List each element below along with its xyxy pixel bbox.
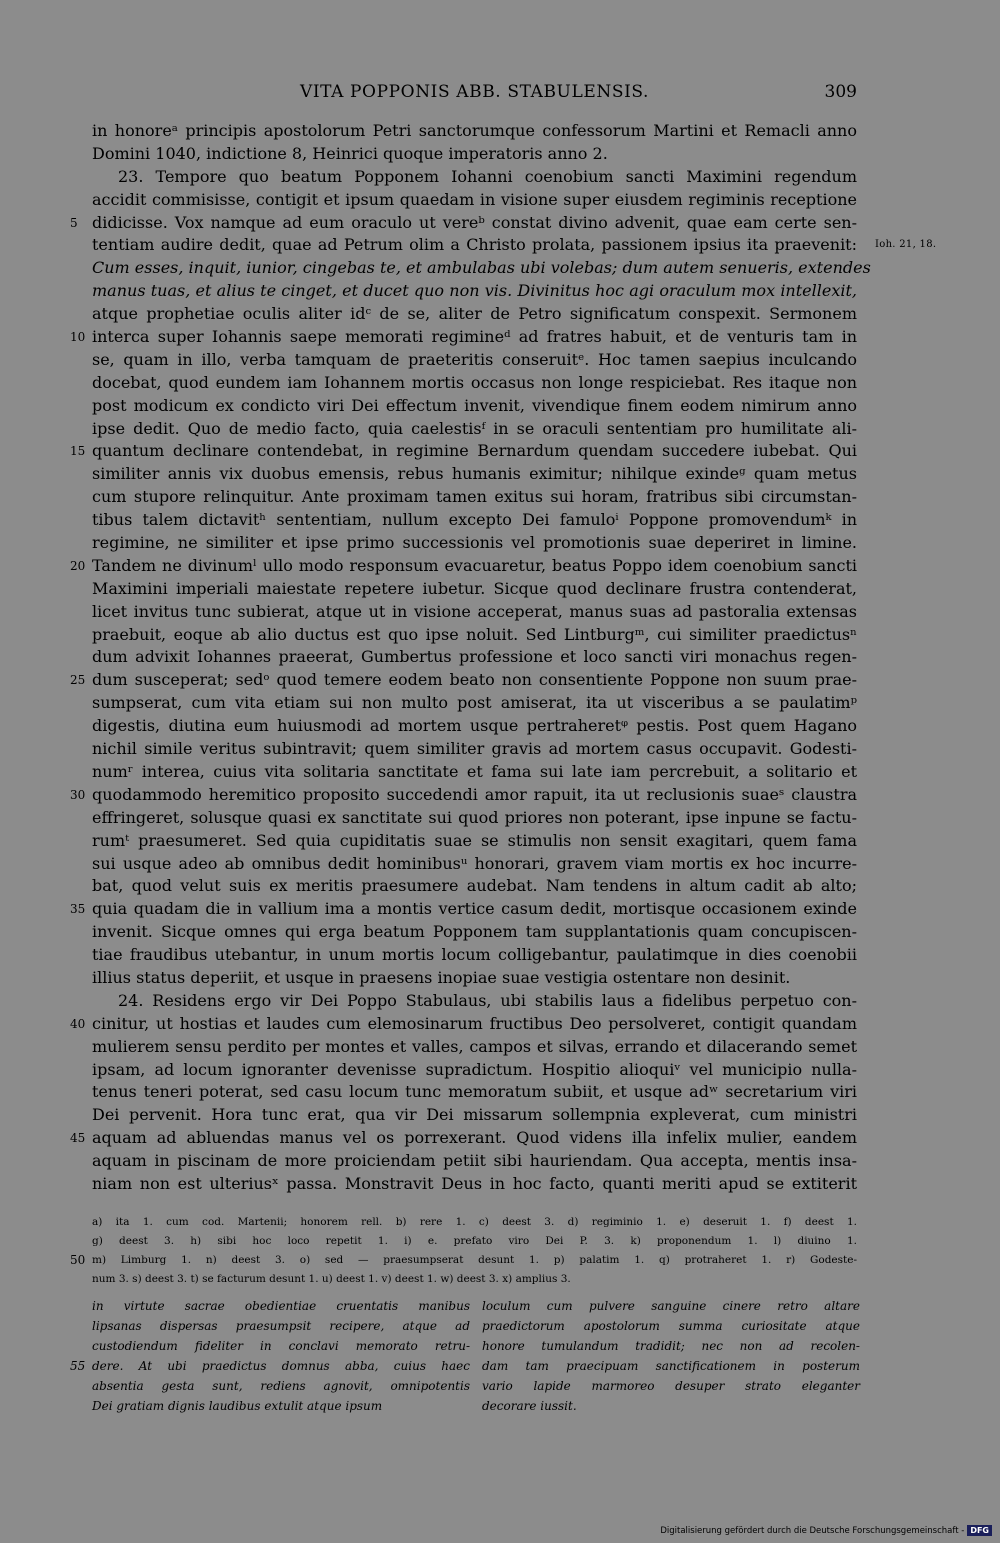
line-text: Domini 1040, indictione 8, Heinrici quoque imperatoris anno 2. <box>92 143 608 163</box>
text-line <box>92 234 937 257</box>
text-line <box>92 990 857 1013</box>
column-line <box>92 1396 470 1416</box>
line-number: 50 <box>70 1253 86 1267</box>
line-text: cinitur, ut hostias et laudes cum elemosinarum fructibus Deo persolveret, contigit quandam <box>92 1013 857 1033</box>
line-text: honore tumulandum tradidit; nec non ad recolen- <box>482 1339 860 1353</box>
text-line <box>70 555 857 578</box>
text-line <box>92 418 857 441</box>
line-text: quodammodo heremitico proposito succedendi amor rapuit, ita ut reclusionis suaeˢ claustra <box>92 784 857 804</box>
line-text: g) deest 3. h) sibi hoc loco repetit 1. i) e. prefato viro Dei P. 3. k) proponendum 1. l) diuino 1. <box>92 1235 857 1247</box>
line-text: a) ita 1. cum cod. Martenii; honorem rell. b) rere 1. c) deest 3. d) regiminio 1. e) deseruit 1. f) deest 1. <box>92 1216 857 1228</box>
text-line <box>92 875 857 898</box>
line-text: m) Limburg 1. n) deest 3. o) sed — praesumpserat desunt 1. p) palatim 1. q) protraheret 1. r) Godeste- <box>92 1254 857 1266</box>
line-text: in virtute sacrae obedientiae cruentatis manibus <box>92 1299 470 1313</box>
column-line <box>92 1316 470 1336</box>
text-line <box>92 280 857 303</box>
line-text: illius status deperiit, et usque in praesens inopiae suae vestigia ostentare non desinit. <box>92 967 791 987</box>
line-text: numʳ interea, cuius vita solitaria sanctitate et fama sui late iam percrebuit, a solitario et <box>92 761 857 781</box>
line-text: didicisse. Vox namque ad eum oraculo ut vereᵇ constat divino advenit, quae eam certe sen- <box>92 212 857 232</box>
line-text: aquam in piscinam de more proiciendam petiit sibi hauriendam. Qua accepta, mentis insa- <box>92 1151 857 1171</box>
text-line <box>92 532 857 555</box>
line-text: aquam ad abluendas manus vel os porrexerant. Quod videns illa infelix mulier, eandem <box>92 1128 857 1148</box>
digitization-credit <box>660 1525 992 1536</box>
line-text: atque prophetiae oculis aliter idᶜ de se, aliter de Petro significatum conspexit. Sermonem <box>92 304 857 324</box>
column-line <box>482 1396 860 1416</box>
line-text: sumpserat, cum vita etiam sui non multo post amiserat, ita ut visceribus a se paulatimᵖ <box>92 693 857 713</box>
text-line <box>92 1059 857 1082</box>
line-text: loculum cum pulvere sanguine cinere retro altare <box>482 1299 860 1313</box>
text-line <box>92 143 857 166</box>
line-number: 45 <box>70 1131 86 1146</box>
text-line <box>70 326 857 349</box>
text-line <box>92 807 857 830</box>
line-text: effringeret, solusque quasi ex sanctitate sui quod priores non poterant, ipse inpune se factu- <box>92 807 857 827</box>
line-text: ipse dedit. Quo de medio facto, quia caelestisᶠ in se oraculi sententiam pro humilitate ali- <box>92 418 857 438</box>
text-line <box>92 967 857 990</box>
line-text: se, quam in illo, verba tamquam de praeteritis conseruitᵉ. Hoc tamen saepius inculcando <box>92 349 857 369</box>
line-text: tiae fraudibus utebantur, in unum mortis locum colligebantur, paulatimque in dies coenobii <box>92 945 857 965</box>
text-line <box>92 486 857 509</box>
text-line <box>92 1081 857 1104</box>
line-text: similiter annis vix duobus emensis, rebus humanis eximitur; nihilque exindeᵍ quam metus <box>92 464 857 484</box>
line-text: sui usque adeo ab omnibus dedit hominibusᵘ honorari, gravem viam mortis ex hoc incurre- <box>92 853 857 873</box>
text-line <box>92 646 857 669</box>
line-text: rumᵗ praesumeret. Sed quia cupiditatis suae se stimulis non sensit exagitari, quem fama <box>92 830 857 850</box>
text-line <box>92 692 857 715</box>
line-text: ipsam, ad locum ignoranter devenisse supradictum. Hospitio alioquiᵛ vel municipio nulla- <box>92 1059 857 1079</box>
line-text: custodiendum fideliter in conclavi memorato retru- <box>92 1339 470 1353</box>
line-text: Dei gratiam dignis laudibus extulit atque ipsum <box>92 1399 383 1413</box>
text-line <box>92 257 871 280</box>
line-text: regimine, ne similiter et ipse primo successionis vel promotionis suae deperiret in limine. <box>92 533 857 553</box>
text-line <box>92 738 857 761</box>
text-line <box>92 349 857 372</box>
column-line <box>482 1356 860 1376</box>
line-text: tibus talem dictavitʰ sententiam, nullum excepto Dei famuloⁱ Poppone promovendumᵏ in <box>92 510 857 530</box>
line-text: Dei pervenit. Hora tunc erat, qua vir Dei missarum sollempnia expleverat, cum ministri <box>92 1105 857 1125</box>
footnote-column-left <box>70 1296 470 1416</box>
text-line <box>92 1036 857 1059</box>
text-line <box>92 395 857 418</box>
text-line <box>92 120 857 143</box>
line-text: digestis, diutina eum huiusmodi ad mortem usque pertraheretᵠ pestis. Post quem Hagano <box>92 716 857 736</box>
text-line <box>92 921 857 944</box>
credit-text: Digitalisierung gefördert durch die Deutsche Forschungsgemeinschaft - <box>660 1525 965 1536</box>
column-line <box>92 1336 470 1356</box>
column-line <box>92 1376 470 1396</box>
line-number: 30 <box>70 787 86 802</box>
text-line <box>92 761 857 784</box>
footnote-line <box>92 1270 857 1289</box>
line-text: dum susceperat; sedᵒ quod temere eodem beato non consentiente Poppone non suum prae- <box>92 670 857 690</box>
text-line <box>92 1173 857 1196</box>
text-line <box>92 1104 857 1127</box>
line-text: praedictorum apostolorum summa curiositate atque <box>482 1319 860 1333</box>
column-line <box>70 1356 470 1376</box>
line-number: 5 <box>70 215 78 230</box>
line-text: tenus teneri poterat, sed casu locum tunc memoratum subiit, et usque adʷ secretarium viri <box>92 1082 857 1102</box>
line-text: manus tuas, et alius te cinget, et ducet quo non vis. Divinitus hoc agi oraculum mox intellexit, <box>92 281 857 301</box>
line-number: 20 <box>70 558 86 573</box>
line-text: quantum declinare contendebat, in regimine Bernardum quendam succedere iubebat. Qui <box>92 441 857 461</box>
line-text: accidit commisisse, contigit et ipsum quaedam in visione super eiusdem regiminis receptione <box>92 189 857 209</box>
text-line <box>92 601 857 624</box>
line-number: 40 <box>70 1016 86 1031</box>
text-line <box>92 166 857 189</box>
text-line <box>92 578 857 601</box>
line-number: 15 <box>70 444 86 459</box>
text-line <box>92 372 857 395</box>
line-number: 35 <box>70 902 86 917</box>
line-text: interca super Iohannis saepe memorati regimineᵈ ad fratres habuit, et de venturis tam in <box>92 327 857 347</box>
line-text: cum stupore relinquitur. Ante proximam tamen exitus sui horam, fratribus sibi circumstan- <box>92 487 857 507</box>
text-line <box>70 1127 857 1150</box>
text-line <box>92 853 857 876</box>
footnote-line <box>92 1213 857 1232</box>
line-text: praebuit, eoque ab alio ductus est quo ipse noluit. Sed Lintburgᵐ, cui similiter praedictusⁿ <box>92 624 857 644</box>
line-text: Cum esses, inquit, iunior, cingebas te, et ambulabas ubi volebas; dum autem senueris, extendes <box>92 258 871 278</box>
page-number: 309 <box>824 82 857 102</box>
line-text: dere. At ubi praedictus domnus abba, cuius haec <box>92 1359 470 1373</box>
text-line <box>92 624 857 647</box>
line-text: mulierem sensu perdito per montes et valles, campos et silvas, errando et dilacerando semet <box>92 1036 857 1056</box>
line-number: 25 <box>70 673 86 688</box>
margin-reference: Ioh. 21, 18. <box>875 239 937 251</box>
text-line <box>70 212 857 235</box>
text-line <box>92 463 857 486</box>
line-text: 24. Residens ergo vir Dei Poppo Stabulaus, ubi stabilis laus a fidelibus perpetuo con- <box>118 990 857 1010</box>
line-text: bat, quod velut suis ex meritis praesumere audebat. Nam tendens in altum cadit ab alto; <box>92 876 857 896</box>
column-line <box>482 1296 860 1316</box>
text-line <box>70 898 857 921</box>
column-line <box>482 1336 860 1356</box>
line-text: niam non est ulteriusˣ passa. Monstravit Deus in hoc facto, quanti meriti apud se extiterit <box>92 1173 857 1193</box>
footnote-line <box>70 1251 857 1270</box>
line-text: quia quadam die in vallium ima a montis vertice casum dedit, mortisque occasionem exinde <box>92 899 857 919</box>
line-text: docebat, quod eundem iam Iohannem mortis occasus non longe respiciebat. Res itaque non <box>92 372 857 392</box>
text-line <box>70 784 857 807</box>
line-text: in honoreᵃ principis apostolorum Petri sanctorumque confessorum Martini et Remacli anno <box>92 121 857 140</box>
line-text: tentiam audire dedit, quae ad Petrum olim a Christo prolata, passionem ipsius ita praevenit: <box>92 235 857 255</box>
line-text: num 3. s) deest 3. t) se facturum desunt 1. u) deest 1. v) deest 1. w) deest 3. x) amplius 3. <box>92 1273 571 1285</box>
line-text: 23. Tempore quo beatum Popponem Iohanni coenobium sancti Maximini regendum <box>118 166 857 186</box>
text-line <box>92 715 857 738</box>
line-number: 55 <box>70 1359 86 1373</box>
running-title: VITA POPPONIS ABB. STABULENSIS. <box>299 82 650 102</box>
text-line <box>92 303 857 326</box>
text-line <box>92 830 857 853</box>
main-text <box>70 120 937 1196</box>
line-number: 10 <box>70 330 86 345</box>
text-line <box>70 669 857 692</box>
line-text: invenit. Sicque omnes qui erga beatum Popponem tam supplantationis quam concupiscen- <box>92 922 857 942</box>
text-line <box>92 189 857 212</box>
line-text: lipsanas dispersas praesumpsit recipere, atque ad <box>92 1319 470 1333</box>
line-text: Tandem ne divinumˡ ullo modo responsum evacuaretur, beatus Poppo idem coenobium sancti <box>92 555 857 575</box>
line-text: nichil simile veritus subintravit; quem similiter gravis ad mortem casus occupavit. Godesti- <box>92 739 857 759</box>
text-line <box>92 944 857 967</box>
page-header <box>92 82 857 108</box>
line-text: licet invitus tunc subierat, atque ut in visione acceperat, manus suas ad pastoralia extensas <box>92 601 857 621</box>
footnote-line <box>92 1232 857 1251</box>
line-text: dam tam praecipuam sanctificationem in posterum <box>482 1359 860 1373</box>
column-line <box>92 1296 470 1316</box>
line-text: vario lapide marmoreo desuper strato eleganter <box>482 1379 860 1393</box>
line-text: post modicum ex condicto viri Dei effectum invenit, vivendique finem eodem nimirum anno <box>92 395 857 415</box>
line-text: Maximini imperiali maiestate repetere iubetur. Sicque quod declinare frustra contenderat, <box>92 578 857 598</box>
column-line <box>482 1316 860 1336</box>
line-text: absentia gesta sunt, rediens agnovit, omnipotentis <box>92 1379 470 1393</box>
line-text: dum advixit Iohannes praeerat, Gumbertus professione et loco sancti viri monachus regen- <box>92 647 857 667</box>
text-line <box>92 1150 857 1173</box>
line-text: decorare iussit. <box>482 1399 577 1413</box>
text-line <box>70 1013 857 1036</box>
footnotes <box>70 1213 857 1289</box>
column-line <box>482 1376 860 1396</box>
text-line <box>70 440 857 463</box>
footnote-column-right <box>482 1296 860 1416</box>
dfg-logo: DFG <box>967 1525 992 1536</box>
text-line <box>92 509 857 532</box>
